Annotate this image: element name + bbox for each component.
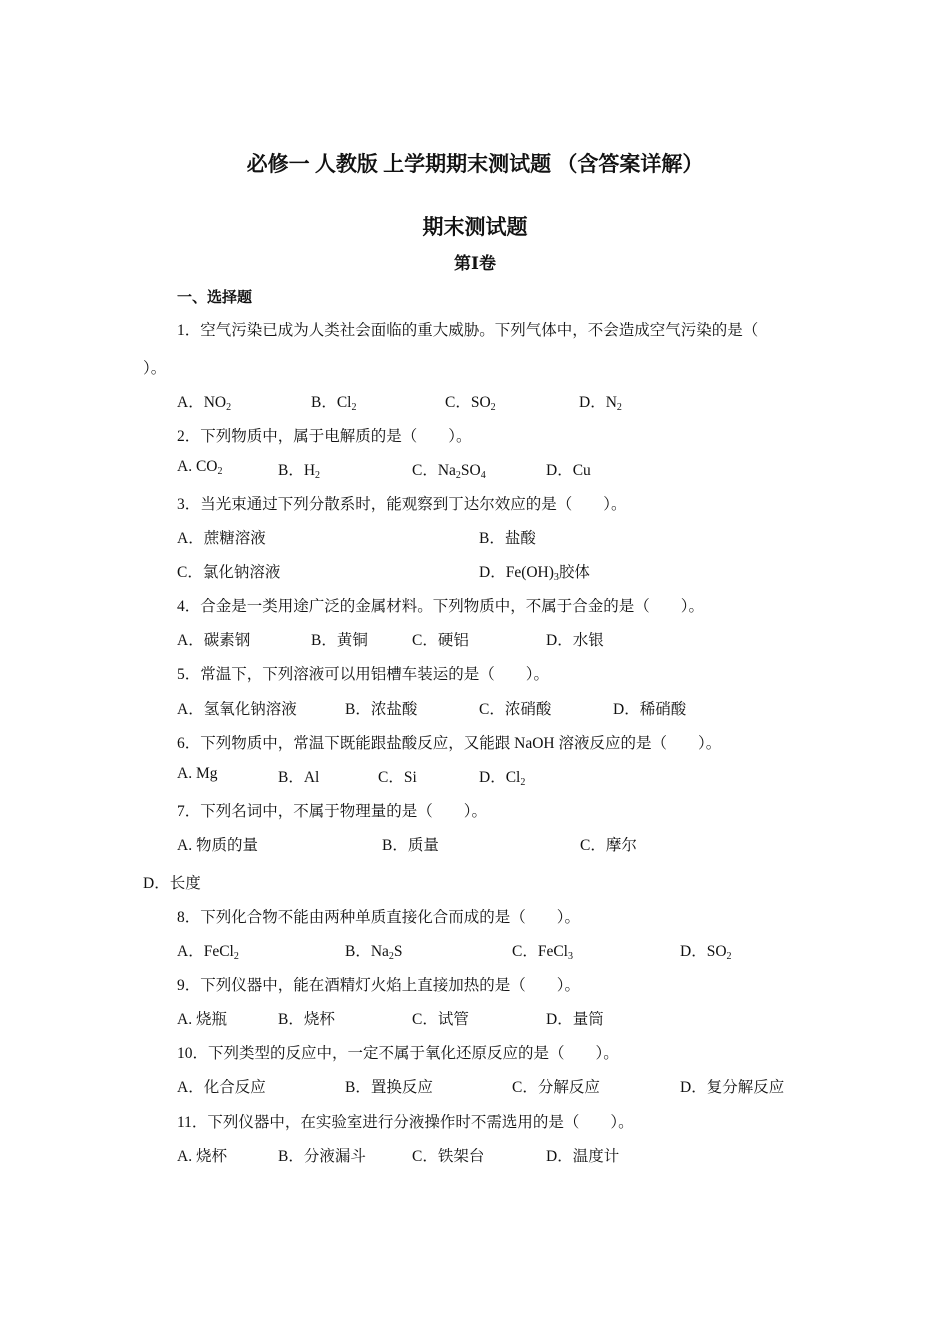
answer-option xyxy=(177,1075,266,1097)
option-text: A．化合反应 xyxy=(177,1079,266,1096)
answer-option xyxy=(445,390,496,412)
answer-option xyxy=(412,458,486,480)
option-text: D．长度 xyxy=(143,875,201,892)
answer-option xyxy=(580,833,637,855)
answer-option xyxy=(177,390,231,412)
option-subscript: 2 xyxy=(217,466,223,477)
answer-option xyxy=(278,765,319,787)
option-text: D．Cl xyxy=(479,769,521,786)
document-subtitle: 期末测试题 xyxy=(422,215,528,239)
option-text: C．氯化钠溶液 xyxy=(177,564,281,581)
answer-option xyxy=(479,560,590,582)
option-subscript: 2 xyxy=(226,402,232,413)
option-text: D．N xyxy=(579,394,617,411)
option-text: A. CO xyxy=(177,458,218,475)
option-text: D．温度计 xyxy=(546,1148,620,1165)
answer-option xyxy=(278,458,320,480)
answer-option xyxy=(177,458,222,476)
option-text: C．分解反应 xyxy=(512,1079,600,1096)
option-text: C．FeCl xyxy=(512,943,568,960)
option-text-tail: 胶体 xyxy=(558,564,590,581)
option-text: C．浓硝酸 xyxy=(479,701,552,718)
option-text: C．Si xyxy=(378,769,417,786)
document-title: 必修一 人教版 上学期期末测试题 （含答案详解） xyxy=(246,152,704,176)
answer-option xyxy=(177,1144,227,1166)
option-text: A．碳素钢 xyxy=(177,632,251,649)
question-stem: 6．下列物质中，常温下既能跟盐酸反应，又能跟 NaOH 溶液反应的是（ ）。 xyxy=(177,735,722,752)
option-text: B．烧杯 xyxy=(278,1011,335,1028)
option-text: A．FeCl xyxy=(177,943,234,960)
answer-option xyxy=(143,871,201,893)
option-subscript: 2 xyxy=(315,470,321,481)
option-text: C．硬铝 xyxy=(412,632,469,649)
option-text: D．复分解反应 xyxy=(680,1079,785,1096)
answer-option xyxy=(546,458,591,480)
answer-option xyxy=(512,1075,600,1097)
section-heading: 一、选择题 xyxy=(177,290,253,306)
option-text: A. 物质的量 xyxy=(177,837,258,854)
answer-option xyxy=(412,628,469,650)
option-text: B．质量 xyxy=(382,837,439,854)
answer-option xyxy=(479,697,551,719)
answer-option xyxy=(177,765,217,783)
answer-option xyxy=(311,390,356,412)
question-stem: 10．下列类型的反应中，一定不属于氧化还原反应的是（ ）。 xyxy=(177,1045,619,1062)
option-text: A．蔗糖溶液 xyxy=(177,530,266,547)
answer-option xyxy=(680,939,732,961)
question-stem-continued: ）。 xyxy=(143,360,167,377)
answer-option xyxy=(345,939,403,961)
answer-option xyxy=(613,697,686,719)
answer-option xyxy=(546,628,604,650)
option-text: A．氢氧化钠溶液 xyxy=(177,701,297,718)
option-subscript: 2 xyxy=(490,402,496,413)
option-text: A. 烧杯 xyxy=(177,1148,227,1165)
option-subscript: 2 xyxy=(616,402,622,413)
answer-option xyxy=(345,1075,433,1097)
option-text: C．摩尔 xyxy=(580,837,637,854)
answer-option xyxy=(382,833,439,855)
option-text: B．盐酸 xyxy=(479,530,536,547)
answer-option xyxy=(278,1144,366,1166)
question-stem: 5．常温下，下列溶液可以用铝槽车装运的是（ ）。 xyxy=(177,666,550,683)
option-subscript: 4 xyxy=(480,470,486,481)
option-text: B．Al xyxy=(278,769,320,786)
option-subscript: 3 xyxy=(553,572,559,583)
answer-option xyxy=(177,526,266,548)
answer-option xyxy=(412,1007,469,1029)
option-subscript: 2 xyxy=(233,951,239,962)
volume-heading: 第Ⅰ卷 xyxy=(454,254,496,273)
option-text: B．H xyxy=(278,462,316,479)
answer-option xyxy=(177,697,297,719)
option-text: D．Fe(OH) xyxy=(479,564,554,581)
option-text: C．Na xyxy=(412,462,456,479)
option-text: D．SO xyxy=(680,943,727,960)
answer-option xyxy=(345,697,417,719)
answer-option xyxy=(512,939,573,961)
answer-option xyxy=(177,628,250,650)
option-text: B．Cl xyxy=(311,394,352,411)
answer-option xyxy=(479,526,536,548)
option-text: A．NO xyxy=(177,394,227,411)
option-subscript: 2 xyxy=(388,951,394,962)
option-text: A. Mg xyxy=(177,765,218,782)
answer-option xyxy=(479,765,525,787)
option-text: B．黄铜 xyxy=(311,632,368,649)
answer-option xyxy=(579,390,622,412)
answer-option xyxy=(680,1075,784,1097)
option-subscript: 2 xyxy=(520,777,526,788)
option-text: B．Na xyxy=(345,943,389,960)
answer-option xyxy=(177,833,258,855)
option-text: B．浓盐酸 xyxy=(345,701,418,718)
question-stem: 8．下列化合物不能由两种单质直接化合而成的是（ ）。 xyxy=(177,909,581,926)
option-text: B．分液漏斗 xyxy=(278,1148,366,1165)
answer-option xyxy=(311,628,368,650)
question-stem: 7．下列名词中，不属于物理量的是（ ）。 xyxy=(177,803,488,820)
question-stem: 2．下列物质中，属于电解质的是（ ）。 xyxy=(177,428,472,445)
option-text: C．SO xyxy=(445,394,491,411)
question-stem: 9．下列仪器中，能在酒精灯火焰上直接加热的是（ ）。 xyxy=(177,977,581,994)
question-stem: 1．空气污染已成为人类社会面临的重大威胁。下列气体中，不会造成空气污染的是（ xyxy=(177,322,759,339)
option-text: D．稀硝酸 xyxy=(613,701,687,718)
option-text: D．量筒 xyxy=(546,1011,604,1028)
option-text-tail: SO xyxy=(460,462,481,479)
option-text: B．置换反应 xyxy=(345,1079,433,1096)
option-subscript: 2 xyxy=(455,470,461,481)
option-text: D．Cu xyxy=(546,462,591,479)
question-stem: 3．当光束通过下列分散系时，能观察到丁达尔效应的是（ ）。 xyxy=(177,496,627,513)
answer-option xyxy=(177,1007,227,1029)
answer-option xyxy=(278,1007,335,1029)
question-stem: 11．下列仪器中，在实验室进行分液操作时不需选用的是（ ）。 xyxy=(177,1114,634,1131)
answer-option xyxy=(546,1144,619,1166)
answer-option xyxy=(546,1007,604,1029)
option-subscript: 2 xyxy=(351,402,357,413)
option-text: D．水银 xyxy=(546,632,604,649)
answer-option xyxy=(177,560,280,582)
option-text: C．试管 xyxy=(412,1011,469,1028)
question-stem: 4．合金是一类用途广泛的金属材料。下列物质中，不属于合金的是（ ）。 xyxy=(177,598,705,615)
option-text: A. 烧瓶 xyxy=(177,1011,227,1028)
answer-option xyxy=(412,1144,484,1166)
answer-option xyxy=(378,765,417,787)
answer-option xyxy=(177,939,239,961)
option-text: C．铁架台 xyxy=(412,1148,485,1165)
option-text-tail: S xyxy=(393,943,403,960)
option-subscript: 3 xyxy=(567,951,573,962)
option-subscript: 2 xyxy=(726,951,732,962)
